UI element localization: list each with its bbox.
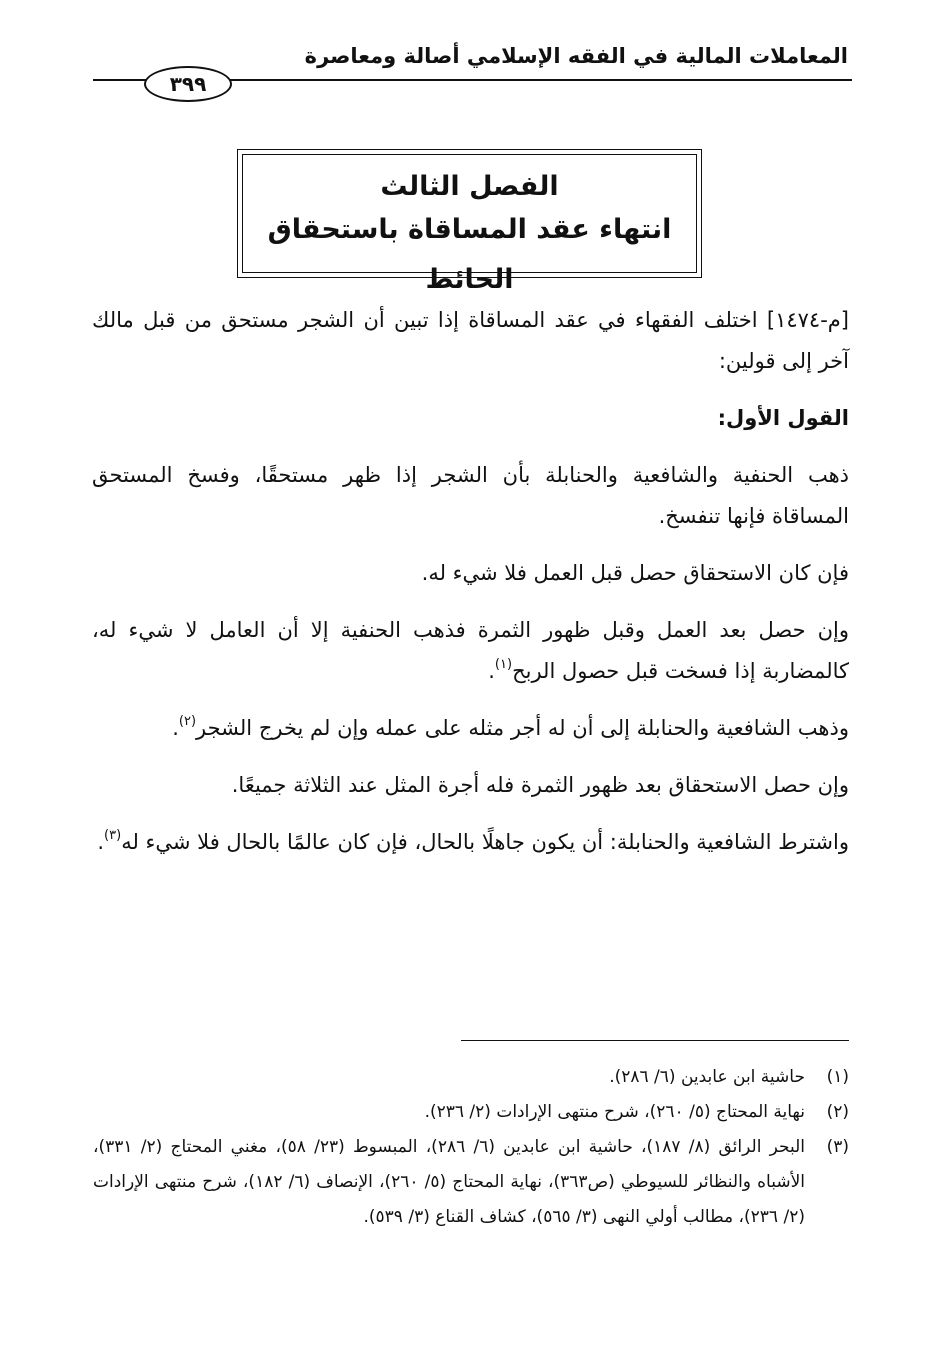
paragraph-after-fruit: وإن حصل الاستحقاق بعد ظهور الثمرة فله أجرة المثل عند الثلاثة جميعًا.: [231, 773, 849, 797]
footnote-1: [93, 1060, 849, 1095]
footnotes: [93, 1060, 849, 1235]
paragraph-shafii-hanbali: [92, 708, 849, 749]
footnote-text: البحر الرائق (٨/ ١٨٧)، حاشية ابن عابدين (٦/ ٢٨٦)، المبسوط (٢٣/ ٥٨)، مغني المحتاج (٢/ ٣٣١)، الأشباه والنظائر للسيوطي (ص٣٦٣)، نهاية المحتاج (٥/ ٢٦٠)، الإنصاف (٦/ ١٨٢)، شرح منتهى الإرادات (٢/ ٢٣٦)، مطالب أولي النهى (٣/ ٥٦٥)، كشاف القناع (٣/ ٥٣٩).: [93, 1137, 806, 1227]
paragraph-after-work-text: وإن حصل بعد العمل وقبل ظهور الثمرة فذهب الحنفية إلا أن العامل لا شيء له، كالمضاربة إذا فسخت قبل حصول الربح: [92, 618, 849, 683]
paragraph-after-work-end: .: [488, 659, 495, 683]
footnote-number: (٣): [826, 1137, 849, 1157]
paragraph-after-work: [92, 610, 849, 692]
footnote-3: [93, 1130, 849, 1235]
page-number: ٣٩٩: [144, 66, 232, 102]
chapter-title-box: [237, 149, 702, 295]
chapter-title: انتهاء عقد المساقاة باستحقاق الحائط: [267, 214, 672, 295]
footnote-text: نهاية المحتاج (٥/ ٢٦٠)، شرح منتهى الإرادات (٢/ ٢٣٦).: [424, 1102, 805, 1122]
footnote-mark-1[interactable]: (١): [494, 657, 513, 672]
chapter-number: الفصل الثالث: [380, 171, 559, 202]
footnote-mark-3[interactable]: (٣): [104, 828, 122, 843]
body-text: [92, 300, 849, 879]
footnote-number: (١): [826, 1067, 849, 1087]
footnote-2: [93, 1095, 849, 1130]
footnote-text: حاشية ابن عابدين (٦/ ٢٨٦).: [609, 1067, 805, 1087]
paragraph-shafii-hanbali-end: .: [172, 716, 179, 740]
footnote-mark-2[interactable]: (٢): [178, 714, 197, 729]
paragraph-condition-end: .: [97, 830, 105, 854]
chapter-title-frame: [242, 154, 697, 295]
footnote-number: (٢): [826, 1102, 849, 1122]
paragraph-opinion: ذهب الحنفية والشافعية والحنابلة بأن الشجر إذا ظهر مستحقًا، وفسخ المستحق المساقاة فإنها تنفسخ.: [92, 463, 849, 528]
footnote-separator: [461, 1040, 849, 1041]
paragraph-shafii-hanbali-text: وذهب الشافعية والحنابلة إلى أن له أجر مثله على عمله وإن لم يخرج الشجر: [196, 716, 849, 740]
subheading-first-opinion: القول الأول:: [717, 406, 849, 430]
paragraph-before-work: فإن كان الاستحقاق حصل قبل العمل فلا شيء له.: [421, 561, 849, 585]
running-header-title: المعاملات المالية في الفقه الإسلامي أصالة ومعاصرة: [304, 44, 848, 68]
paragraph-condition: [92, 822, 849, 863]
paragraph-intro: [م-١٤٧٤] اختلف الفقهاء في عقد المساقاة إذا تبين أن الشجر مستحق من قبل مالك آخر إلى قولين:: [92, 308, 849, 373]
paragraph-condition-text: واشترط الشافعية والحنابلة: أن يكون جاهلًا بالحال، فإن كان عالمًا بالحال فلا شيء له: [121, 830, 849, 854]
